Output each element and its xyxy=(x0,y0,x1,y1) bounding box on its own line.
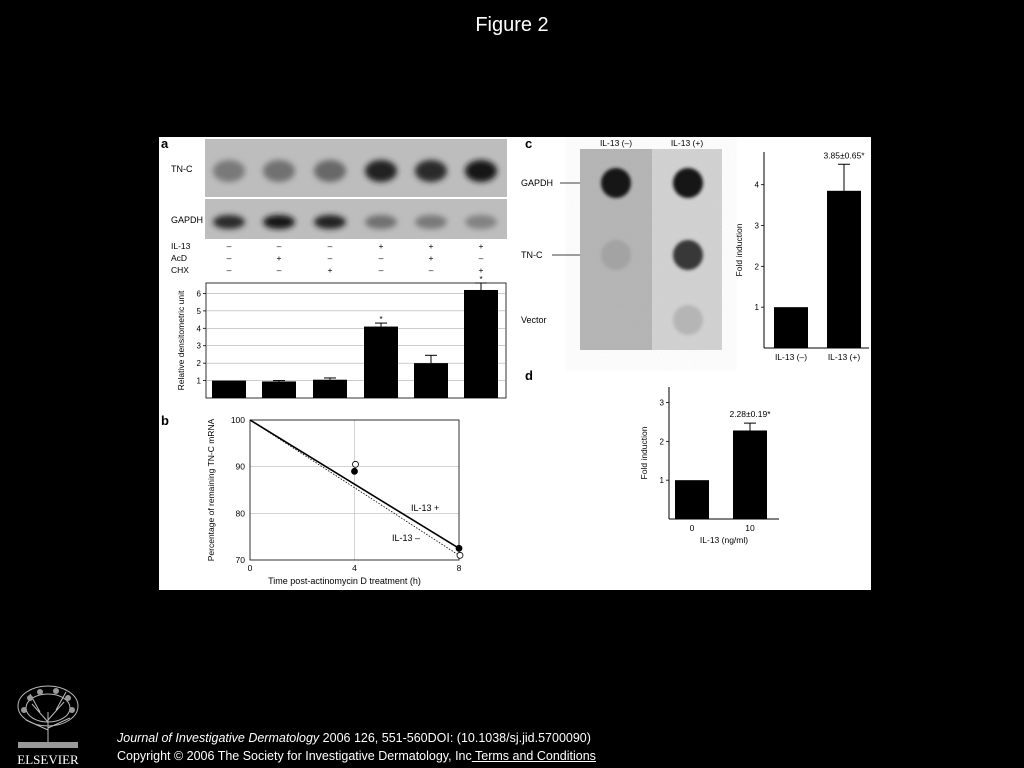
dot-blot-row-label: Vector xyxy=(521,315,547,325)
bar xyxy=(212,381,246,398)
blot-band xyxy=(465,215,497,229)
value-annotation: 3.85±0.65* xyxy=(823,150,865,161)
blot-dot xyxy=(673,168,703,198)
treatment-sign: – xyxy=(226,265,232,275)
treatment-sign: – xyxy=(478,253,484,263)
panel-d-label: d xyxy=(525,368,533,383)
citation-block xyxy=(117,729,596,765)
slide-title: Figure 2 xyxy=(475,14,549,36)
dot-blot-column-label: IL-13 (+) xyxy=(670,138,704,148)
bar xyxy=(262,381,296,398)
y-axis-label: Fold induction xyxy=(639,426,649,480)
value-annotation: 2.28±0.19* xyxy=(729,409,771,420)
data-point xyxy=(352,468,358,474)
bar xyxy=(827,191,861,348)
significance-marker: * xyxy=(479,275,483,284)
y-tick-label: 3 xyxy=(196,341,201,351)
treatment-sign: – xyxy=(378,253,384,263)
journal-name: Journal of Investigative Dermatology xyxy=(117,731,320,745)
elsevier-logo xyxy=(10,682,86,766)
y-tick-label: 2 xyxy=(659,437,664,447)
blot-background xyxy=(205,139,507,197)
treatment-sign: – xyxy=(378,265,384,275)
dot-blot-row-label: TN-C xyxy=(521,250,543,260)
treatment-label: IL-13 xyxy=(171,241,191,251)
x-tick-label: 8 xyxy=(456,563,462,573)
x-axis-label: Time post-actinomycin D treatment (h) xyxy=(268,576,421,586)
blot-band xyxy=(213,215,245,229)
blot-band xyxy=(415,160,447,182)
treatment-sign: – xyxy=(276,241,282,251)
treatment-label: CHX xyxy=(171,265,189,275)
blot-dot xyxy=(673,305,703,335)
copyright-line xyxy=(117,747,596,765)
treatment-sign: + xyxy=(378,241,384,251)
y-tick-label: 80 xyxy=(235,508,245,519)
blot-dot xyxy=(673,240,703,270)
blot-band xyxy=(314,160,346,182)
y-tick-label: 6 xyxy=(196,289,201,299)
treatment-sign: + xyxy=(478,265,484,275)
treatment-sign: – xyxy=(327,241,333,251)
treatment-sign: + xyxy=(327,265,333,275)
y-tick-label: 1 xyxy=(196,376,201,386)
treatment-sign: – xyxy=(276,265,282,275)
series-label: IL-13 – xyxy=(392,533,421,543)
panel-a-treatments xyxy=(171,241,484,275)
bar xyxy=(464,290,498,398)
blot-band xyxy=(465,160,497,182)
y-tick-label: 4 xyxy=(196,324,201,334)
bar xyxy=(313,380,347,398)
x-tick-label: IL-13 (+) xyxy=(827,352,861,362)
blot-band xyxy=(365,215,397,229)
panel-b-label: b xyxy=(161,413,169,428)
panel-c-bar-chart xyxy=(734,150,869,362)
y-tick-label: 3 xyxy=(659,398,664,408)
elsevier-wordmark: ELSEVIER xyxy=(17,752,79,766)
bar xyxy=(733,430,767,519)
y-tick-label: 2 xyxy=(196,359,201,369)
citation-details: 2006 126, 551-560DOI: (10.1038/sj.jid.5700090) xyxy=(319,731,591,745)
y-tick-label: 1 xyxy=(754,303,759,313)
y-tick-label: 70 xyxy=(235,555,245,565)
treatment-sign: + xyxy=(428,241,434,251)
y-tick-label: 90 xyxy=(235,461,245,472)
series-label: IL-13 + xyxy=(411,503,440,513)
data-point xyxy=(456,545,462,551)
treatment-sign: + xyxy=(276,253,282,263)
blot-band xyxy=(365,160,397,182)
dot-blot-column-label: IL-13 (–) xyxy=(599,138,633,148)
significance-marker: * xyxy=(379,315,383,325)
panel-b-line-chart xyxy=(206,415,463,586)
blot-band xyxy=(263,160,295,182)
bar xyxy=(675,480,709,519)
panel-c-dot-blot xyxy=(521,138,722,350)
blot-band xyxy=(314,215,346,229)
y-tick-label: 3 xyxy=(754,221,759,231)
x-tick-label: 4 xyxy=(352,563,357,573)
citation-line xyxy=(117,729,596,747)
bar xyxy=(414,363,448,398)
blot-label: GAPDH xyxy=(171,215,204,225)
panel-a-bar-chart xyxy=(176,275,506,398)
blot-dot xyxy=(601,305,631,335)
panel-a-blots xyxy=(171,139,507,239)
x-tick-label: 10 xyxy=(745,523,755,533)
y-axis-label: Percentage of remaining TN-C mRNA xyxy=(206,418,216,562)
y-tick-label: 5 xyxy=(196,306,201,316)
figure-2 xyxy=(159,137,871,590)
treatment-sign: + xyxy=(428,253,434,263)
blot-band xyxy=(213,160,245,182)
y-tick-label: 4 xyxy=(754,180,759,190)
x-tick-label: 0 xyxy=(689,523,695,533)
bar xyxy=(774,307,808,348)
treatment-sign: + xyxy=(478,241,484,251)
y-tick-label: 1 xyxy=(659,476,664,486)
panel-d-bar-chart xyxy=(639,387,779,545)
copyright-text: Copyright © 2006 The Society for Investigative Dermatology, Inc xyxy=(117,749,472,763)
blot-background xyxy=(205,199,507,239)
x-axis-label: IL-13 (ng/ml) xyxy=(699,535,749,545)
treatment-sign: – xyxy=(226,253,232,263)
blot-band xyxy=(415,215,447,229)
x-tick-label: IL-13 (–) xyxy=(774,352,808,362)
dot-blot-row-label: GAPDH xyxy=(521,178,554,188)
y-tick-label: 2 xyxy=(754,262,759,272)
blot-dot xyxy=(601,240,631,270)
panel-c-label: c xyxy=(525,137,533,151)
panel-a-label: a xyxy=(161,137,169,151)
terms-link[interactable]: Terms and Conditions xyxy=(471,749,596,763)
bar xyxy=(364,327,398,398)
treatment-sign: – xyxy=(327,253,333,263)
treatment-sign: – xyxy=(226,241,232,251)
data-point xyxy=(457,552,463,558)
blot-dot xyxy=(601,168,631,198)
y-axis-label: Fold induction xyxy=(734,223,744,277)
data-point xyxy=(353,461,359,467)
figure-canvas xyxy=(159,137,871,590)
x-tick-label: 0 xyxy=(247,563,253,573)
treatment-sign: – xyxy=(428,265,434,275)
blot-label: TN-C xyxy=(171,164,193,174)
y-axis-label: Relative densitometric unit xyxy=(176,290,186,391)
blot-band xyxy=(263,215,295,229)
treatment-label: AcD xyxy=(171,253,188,263)
y-tick-label: 100 xyxy=(230,415,245,425)
